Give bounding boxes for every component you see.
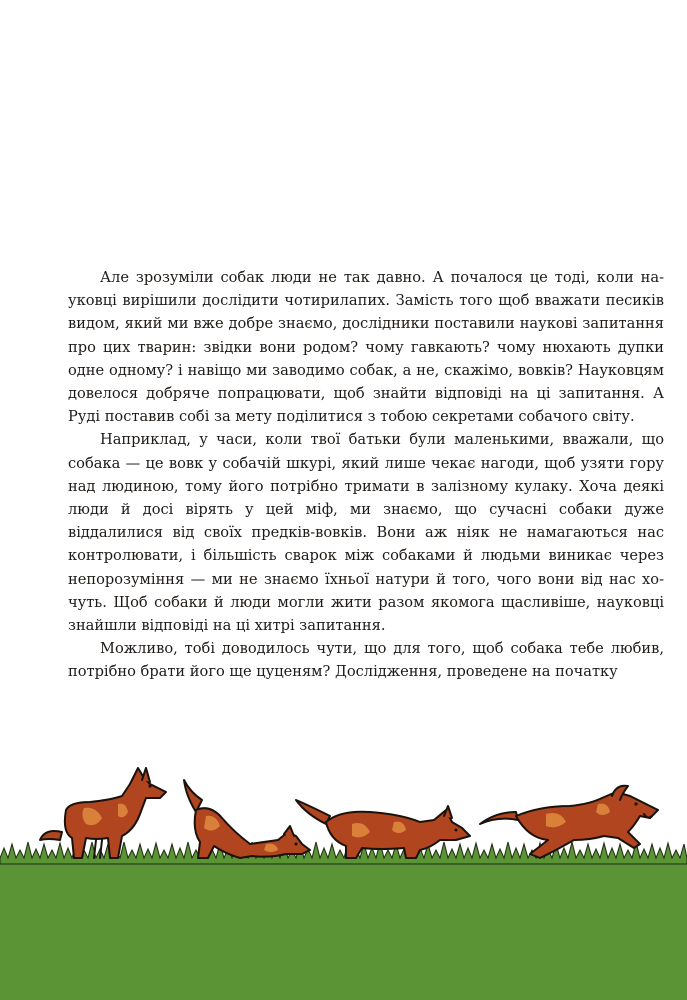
dogs-illustration xyxy=(0,740,687,1000)
paragraph-3: Можливо, тобі доводилось чути, що для того, щоб собака тебе любив, потрібно брати його ще цуценям? Дослідження, проведене на початку xyxy=(68,640,664,681)
dog-standing xyxy=(40,768,166,858)
paragraph-2: Наприклад, у часи, коли твої батьки були маленькими, вважали, що собака — це вовк у собачій шкурі, який лише чекає нагоди, щоб узяти гору над людиною, тому його потрібно тримати в залізному кулаку. Хоча деякі люди й досі вірять у цей міф, ми знаємо, що сучасні собаки дуже віддалилися від своїх предків-вовків. Вони аж ніяк не намагаються нас контролювати, і більшість сварок між собаками й людьми виникає через непорозуміння — ми не знаємо їхньої натури й того, чого вони від нас хочуть. Щоб собаки й люди могли жити разом якомога щасливіше, науковці знайшли відповіді на ці хитрі запитання. xyxy=(68,431,664,635)
dog-play-bow xyxy=(184,780,310,858)
paragraph-1: Але зрозуміли собак люди не так давно. А почалося це тоді, коли науковці вирішили дослідити чотирилапих. Замість того щоб вважати песиків видом, який ми вже добре знаємо, дослідники поставили наукові запитання про цих тварин: звідки вони родом? чому гавкають? чому нюхають дупки одне одному? і навіщо ми заводимо собак, а не, скажімо, вовків? Науковцям довелося добряче попрацювати, щоб знайти відповіді на ці запитання. А Руді поставив собі за мету поділитися з тобою секретами собачого світу. xyxy=(68,269,664,426)
article-text xyxy=(68,266,664,684)
grass-field xyxy=(0,858,687,1000)
